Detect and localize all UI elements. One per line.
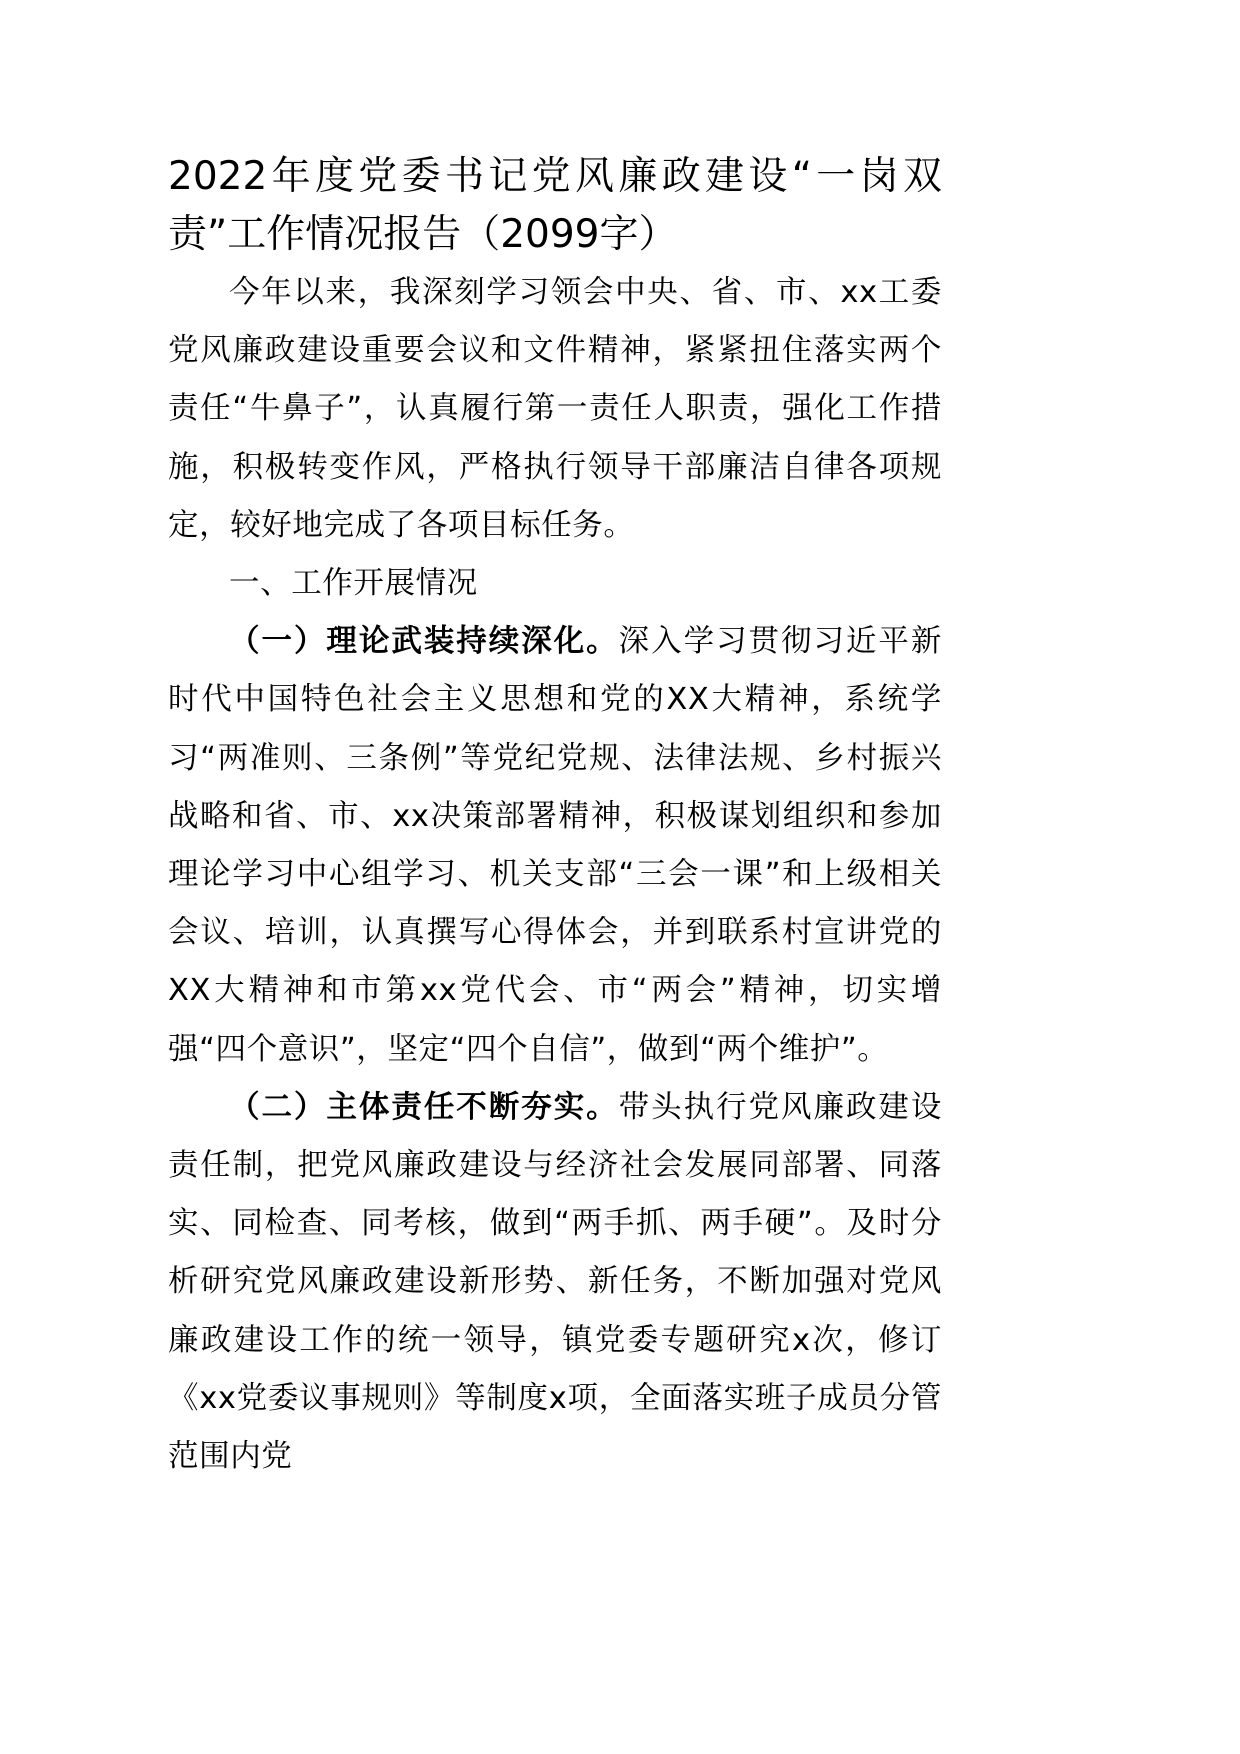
paragraph-text: 深入学习贯彻习近平新时代中国特色社会主义思想和党的XX大精神，系统学习“两准则、三条例”等党纪党规、法律法规、乡村振兴战略和省、市、xx决策部署精神，积极谋划组织和参加理论学习中心组学习、机关支部“三会一课”和上级相关会议、培训，认真撰写心得体会，并到联系村宣讲党的XX大精神和市第xx党代会、市“两会”精神，切实增强“四个意识”，坚定“四个自信”，做到“两个维护”。 [168, 624, 942, 1067]
intro-paragraph [168, 264, 942, 555]
document-title: 2022年度党委书记党风廉政建设“一岗双责”工作情况报告（2099字） [168, 154, 942, 257]
section-heading-text: 一、工作开展情况 [229, 566, 478, 602]
paragraph-text: 带头执行党风廉政建设责任制，把党风廉政建设与经济社会发展同部署、同落实、同检查、同考核，做到“两手抓、两手硬”。及时分析研究党风廉政建设新形势、新任务，不断加强对党风廉政建设工作的统一领导，镇党委专题研究x次，修订《xx党委议事规则》等制度x项，全面落实班子成员分管范围内党 [168, 1089, 942, 1475]
paragraph-text: 今年以来，我深刻学习领会中央、省、市、xx工委党风廉政建设重要会议和文件精神，紧紧扭住落实两个责任“牛鼻子”，认真履行第一责任人职责，强化工作措施，积极转变作风，严格执行领导干部廉洁自律各项规定，较好地完成了各项目标任务。 [168, 275, 942, 543]
subsection-paragraph-2 [168, 1079, 942, 1486]
document-page [168, 148, 942, 1486]
subsection-paragraph-1 [168, 613, 942, 1079]
section-heading [168, 555, 942, 613]
subsection-heading-2: （二）主体责任不断夯实。 [229, 1089, 619, 1125]
subsection-heading-1: （一）理论武装持续深化。 [229, 624, 619, 660]
